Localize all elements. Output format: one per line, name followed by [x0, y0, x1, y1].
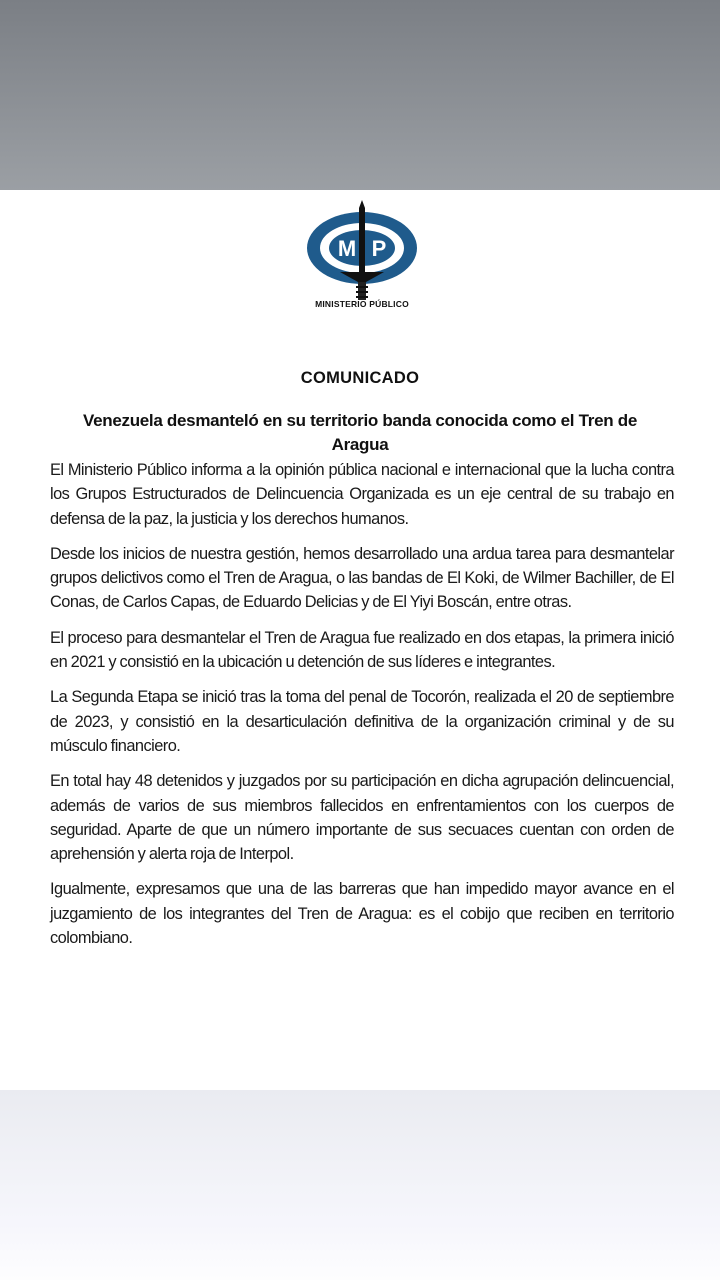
logo-caption: MINISTERIO PÚBLICO: [315, 299, 409, 309]
logo-initial-m: M: [337, 236, 357, 261]
paragraph: La Segunda Etapa se inició tras la toma del penal de Tocorón, realizada el 20 de septiembre de 2023, y consistió en la desarticulación definitiva de la organización criminal y de su músculo financiero.: [50, 688, 674, 755]
top-gray-band: [0, 0, 720, 190]
paragraph: El Ministerio Público informa a la opinión pública nacional e internacional que la lucha contra los Grupos Estructurados de Delincuencia Organizada es un eje central de su trabajo en defensa de la paz, la justicia y los derechos humanos.: [50, 461, 674, 528]
document-title: COMUNICADO: [300, 369, 420, 387]
paragraph: El proceso para desmantelar el Tren de Aragua fue realizado en dos etapas, la primera inició en 2021 y consistió en la ubicación u detención de sus líderes e integrantes.: [50, 628, 674, 672]
paragraph: Desde los inicios de nuestra gestión, hemos desarrollado una ardua tarea para desmantelar grupos delictivos como el Tren de Aragua, o las bandas de El Koki, de Wilmer Bachiller, de El Conas, de Carlos Capas, de Eduardo Delicias y de El Yiyi Boscán, entre otras.: [50, 544, 674, 612]
document-headline: Venezuela desmanteló en su territorio banda conocida como el Tren de Aragua: [83, 411, 637, 454]
paragraph: Igualmente, expresamos que una de las barreras que han impedido mayor avance en el juzgamiento de los integrantes del Tren de Aragua: es el cobijo que reciben en territorio colombiano.: [50, 880, 674, 948]
paragraph: En total hay 48 detenidos y juzgados por su participación en dicha agrupación delincuencial, además de varios de sus miembros fallecidos en enfrentamientos con los cuerpos de seguridad. Aparte de que un número importante de sus secuaces cuentan con orden de aprehensión y alerta roja de Interpol.: [50, 772, 674, 864]
logo-initial-p: P: [371, 236, 387, 261]
document-body: [50, 458, 674, 961]
bottom-gray-band: [0, 1090, 720, 1280]
ministerio-publico-logo: [300, 198, 424, 314]
